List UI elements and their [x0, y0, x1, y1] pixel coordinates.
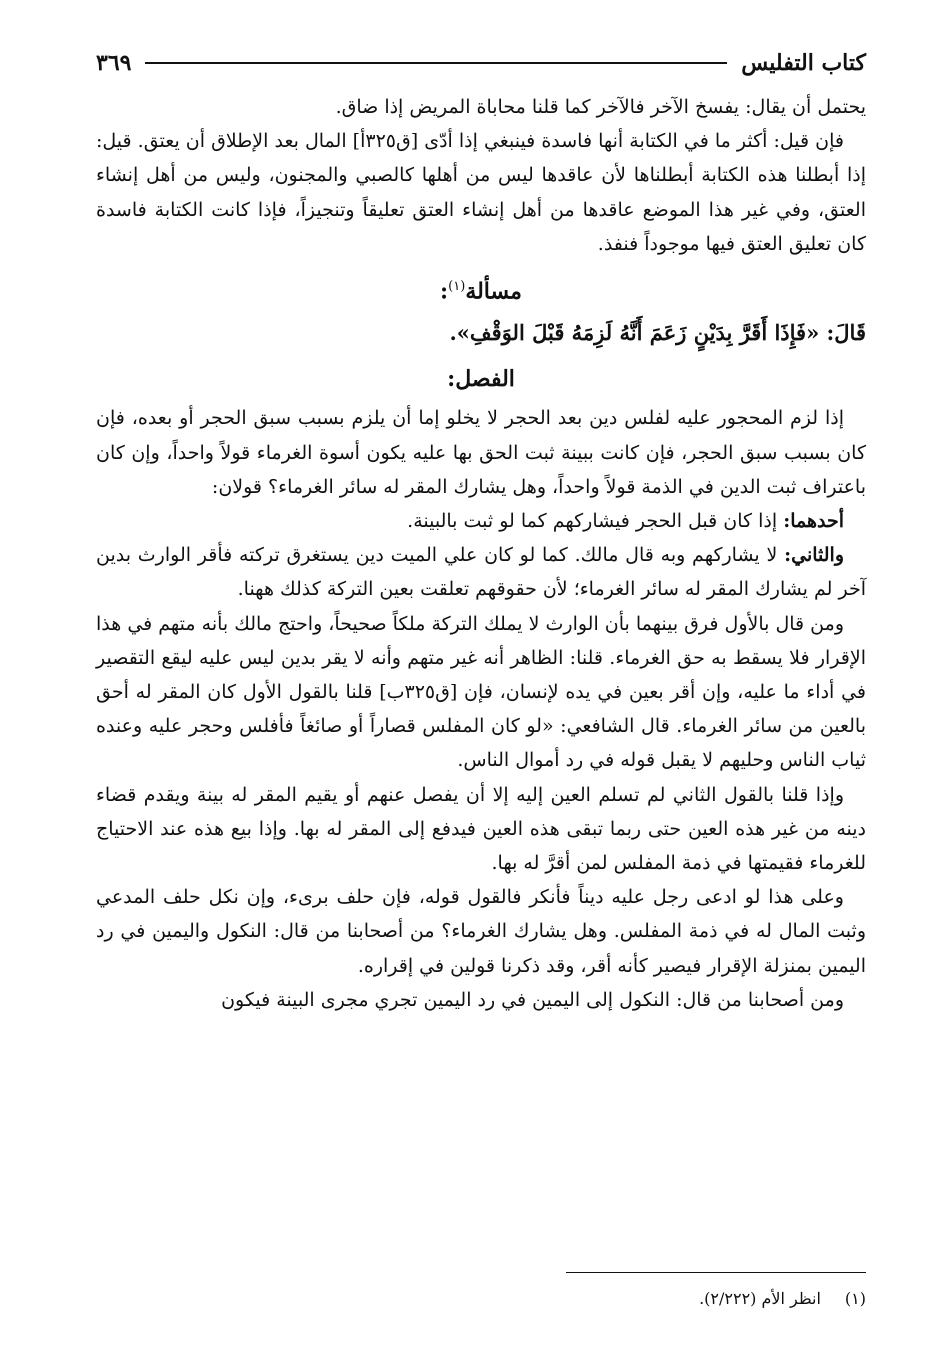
- paragraph-1: يحتمل أن يقال: يفسخ الآخر فالآخر كما قلنا محاباة المريض إذا ضاق.: [335, 96, 866, 118]
- paragraph-8: وعلى هذا لو ادعى رجل عليه ديناً فأنكر فالقول قوله، فإن حلف برىء، وإن نكل حلف المدعي وثبت المال له في ذمة المفلس. وهل يشارك الغرماء؟ من أصحابنا من قال: النكول واليمين في رد اليمين بمنزلة الإقرار فيصير كأنه أقر، وقد ذكرنا قولين في إقراره.: [96, 886, 866, 977]
- book-page: [96, 40, 866, 1350]
- paragraph-7: وإذا قلنا بالقول الثاني لم تسلم العين إليه إلا أن يفصل عنهم أو يقيم المقر له بينة ويقدم قضاء دينه من غير هذه العين حتى ربما تبقى هذه العين فيدفع إلى المقر له بها. وإذا بيع هذه عند الاحتياج للغرماء فقيمتها في ذمة المفلس لمن أقرَّ له بها.: [96, 783, 866, 874]
- paragraph-5: [96, 538, 866, 606]
- paragraph-9: ومن أصحابنا من قال: النكول إلى اليمين في رد اليمين تجري مجرى البينة فيكون: [221, 988, 844, 1011]
- footnote-text: انظر الأم (٢/٢٢٢).: [699, 1289, 821, 1308]
- paragraph-3: إذا لزم المحجور عليه لفلس دين بعد الحجر لا يخلو إما أن يلزم بسبب سبق الحجر أو بعده، فإن كان بسبب سبق الحجر، فإن كانت ببينة ثبت الحق بها عليه يكون أسوة الغرماء قولاً واحداً، وإن كان باعتراف ثبت الدين في الذمة قولاً واحداً، وهل يشارك المقر له سائر الغرماء؟ قولان:: [96, 407, 866, 498]
- page-number: ٣٦٩: [96, 50, 132, 76]
- paragraph-4: [96, 504, 866, 538]
- footnote-mark: (١): [448, 279, 466, 295]
- fasl-heading: الفصل:: [447, 366, 515, 393]
- paragraph-4-text: إذا كان قبل الحجر فيشاركهم كما لو ثبت بالبينة.: [407, 509, 784, 532]
- qala-label: قَالَ:: [826, 320, 866, 346]
- paragraph-6: ومن قال بالأول فرق بينهما بأن الوارث لا يملك التركة ملكاً صحيحاً، واحتج مالك بأنه متهم في هذا الإقرار فلا يسقط به حق الغرماء. قلنا: الظاهر أنه غير متهم وأنه لا يقر بدين ليس عليه ليقع التقصير في أداء ما عليه، وإن أقر بعين في يده لإنسان، فإن [ق٣٢٥ب] قلنا بالقول الأول كان المقر له أحق بالعين من سائر الغرماء. قال الشافعي: «لو كان المفلس قصاراً أو صائغاً فأفلس وحجر عليه وعنده ثياب الناس وحليهم لا يقبل قوله في رد أموال الناس.: [96, 612, 866, 772]
- footnote-rule: [566, 1272, 866, 1273]
- paragraph-4-lead: أحدهما:: [783, 509, 844, 532]
- qala-text: «فَإِذَا أَقَرَّ بِدَيْنٍ زَعَمَ أَنَّهُ لَزِمَهُ قَبْلَ الوَقْفِ».: [449, 320, 820, 346]
- masala-colon: :: [440, 278, 449, 305]
- main-text: [96, 90, 866, 1017]
- running-header: [96, 40, 866, 86]
- masala-heading-text: مسألة: [465, 278, 522, 305]
- paragraph-2: فإن قيل: أكثر ما في الكتابة أنها فاسدة فينبغي إذا أدّى [ق٣٢٥أ] المال بعد الإطلاق أن يعتق. قيل: إذا أبطلنا هذه الكتابة أبطلناها لأن عاقدها ليس من أهلها كالصبي والمجنون، وليس من أهل إنشاء العتق، وفي غير هذا الموضع عاقدها من أهل إنشاء العتق تعليقاً وتنجيزاً، فإذا كانت الكتابة فاسدة كان تعليق العتق فيها موجوداً فنفذ.: [96, 130, 866, 255]
- footnote-number: (١): [844, 1289, 866, 1308]
- header-rule: [145, 62, 727, 64]
- book-title: كتاب التفليس: [741, 50, 866, 76]
- paragraph-5-lead: والثاني:: [784, 544, 844, 567]
- masala-heading: [96, 267, 866, 311]
- qala-quote: [96, 313, 866, 353]
- footnote: [699, 1286, 866, 1312]
- paragraph-5-text: لا يشاركهم وبه قال مالك. كما لو كان علي الميت دين يستغرق تركته فأقر الوارث بدين آخر لم يشارك المقر له سائر الغرماء؛ لأن حقوقهم تعلقت بعين التركة كذلك ههنا.: [96, 544, 866, 601]
